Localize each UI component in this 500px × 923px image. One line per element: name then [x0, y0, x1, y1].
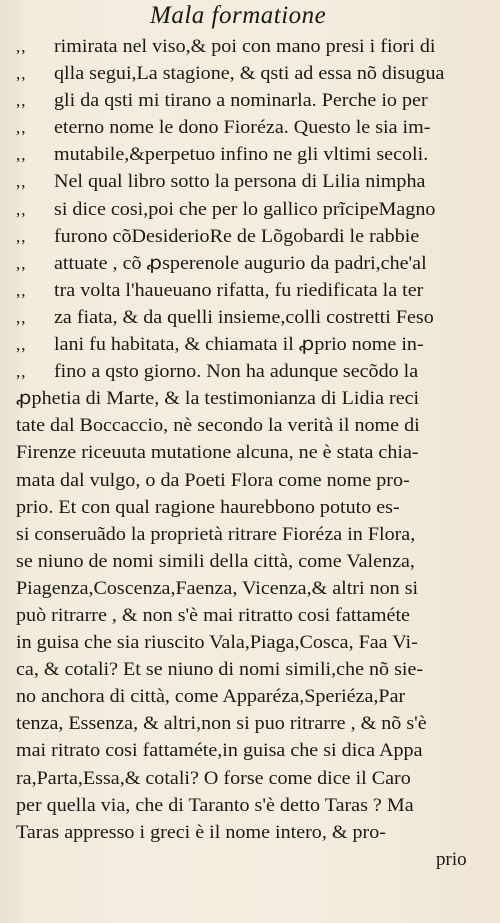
line-text: fino a qsto giorno. Non ha adunque secõdo la — [54, 361, 419, 383]
quotation-mark: ,, — [16, 172, 27, 192]
text-line — [16, 737, 496, 764]
text-line — [16, 331, 496, 358]
text-line — [16, 250, 496, 277]
text-line — [16, 819, 496, 846]
text-line — [16, 765, 496, 792]
quotation-mark: ,, — [16, 307, 27, 327]
text-line — [16, 358, 496, 385]
line-text: in guisa che sia riuscito Vala,Piaga,Cosca, Faa Vi- — [16, 632, 418, 654]
line-text: lani fu habitata, & chiamata il ꝓprio nome in- — [54, 334, 424, 356]
text-line — [16, 602, 496, 629]
line-text: rimirata nel viso,& poi con mano presi i fiori di — [54, 36, 436, 57]
text-line — [16, 33, 496, 60]
line-text: se niuno de nomi simili della città, come Valenza, — [16, 550, 415, 572]
text-line — [16, 87, 496, 114]
line-text: tra volta l'haueuano rifatta, fu riedificata la ter — [54, 279, 424, 301]
quotation-mark: ,, — [16, 362, 27, 382]
text-line — [16, 656, 496, 683]
quotation-mark: ,, — [16, 37, 27, 56]
line-text: prio. Et con qual ragione haurebbono potuto es- — [16, 496, 400, 518]
line-text: eterno nome le dono Fioréza. Questo le sia im- — [54, 117, 431, 139]
text-line — [16, 439, 496, 466]
line-text: Piagenza,Coscenza,Faenza, Vicenza,& altri non si — [16, 577, 419, 599]
text-block — [16, 33, 496, 846]
text-line — [16, 304, 496, 331]
line-text: mutabile,&perpetuo infino ne gli vltimi secoli. — [54, 144, 429, 166]
text-line — [16, 412, 496, 439]
line-text: tate dal Boccaccio, nè secondo la verità il nome di — [16, 415, 420, 437]
line-text: gli da qsti mi tirano a nominarla. Perche io per — [54, 90, 428, 112]
line-text: ca, & cotali? Et se niuno di nomi simili,che nõ sie- — [16, 659, 424, 681]
quotation-mark: ,, — [16, 253, 27, 273]
line-text: no anchora di città, come Apparéza,Speriéza,Par — [16, 686, 406, 708]
text-line — [16, 467, 496, 494]
text-line — [16, 385, 496, 412]
quotation-mark: ,, — [16, 226, 27, 246]
text-line — [16, 683, 496, 710]
text-line — [16, 114, 496, 141]
line-text: Firenze riceuuta mutatione alcuna, ne è stata chia- — [16, 442, 419, 464]
text-line — [16, 60, 496, 87]
text-line — [16, 494, 496, 521]
line-text: mai ritrato cosi fattaméte,in guisa che si dica Appa — [16, 740, 423, 762]
line-text: può ritrarre , & non s'è mai ritratto cosi fattaméte — [16, 604, 410, 626]
text-line — [16, 196, 496, 223]
line-text: si conseruãdo la proprietà ritrare Fioréza in Flora, — [16, 523, 416, 545]
line-text: za fiata, & da quelli insieme,colli costretti Feso — [54, 306, 434, 328]
text-line — [16, 792, 496, 819]
line-text: ꝓphetia di Marte, & la testimonianza di Lidia reci — [16, 388, 420, 410]
text-line — [16, 223, 496, 250]
quotation-mark: ,, — [16, 335, 27, 355]
text-line — [16, 168, 496, 195]
quotation-mark: ,, — [16, 118, 27, 138]
quotation-mark: ,, — [16, 280, 27, 300]
line-text: mata dal vulgo, o da Poeti Flora come nome pro- — [16, 469, 410, 491]
text-line — [16, 575, 496, 602]
line-text: Taras appresso i greci è il nome intero, & pro- — [16, 821, 386, 843]
line-text: Nel qual libro sotto la persona di Lilia nimpha — [54, 171, 426, 193]
running-title: Mala formatione — [150, 2, 327, 29]
line-text: per quella via, che di Taranto s'è detto Taras ? Ma — [16, 794, 414, 816]
text-line — [16, 141, 496, 168]
catchword: prio — [436, 849, 467, 870]
quotation-mark: ,, — [16, 199, 27, 219]
text-line — [16, 548, 496, 575]
line-text: tenza, Essenza, & altri,non si puo ritrarre , & nõ s'è — [16, 713, 427, 735]
line-text: furono cõDesiderioRe de Lõgobardi le rabbie — [54, 225, 420, 247]
line-text: si dice cosi,poi che per lo gallico prĩcipeMagno — [54, 198, 436, 220]
text-line — [16, 277, 496, 304]
line-text: ra,Parta,Essa,& cotali? O forse come dice il Caro — [16, 767, 411, 789]
text-line — [16, 521, 496, 548]
line-text: qlla segui,La stagione, & qsti ad essa nõ disugua — [54, 63, 445, 85]
text-line — [16, 629, 496, 656]
quotation-mark: ,, — [16, 64, 27, 84]
quotation-mark: ,, — [16, 91, 27, 111]
text-line — [16, 710, 496, 737]
line-text: attuate , cõ ꝓsperenole augurio da padri,che'al — [54, 252, 427, 274]
quotation-mark: ,, — [16, 145, 27, 165]
